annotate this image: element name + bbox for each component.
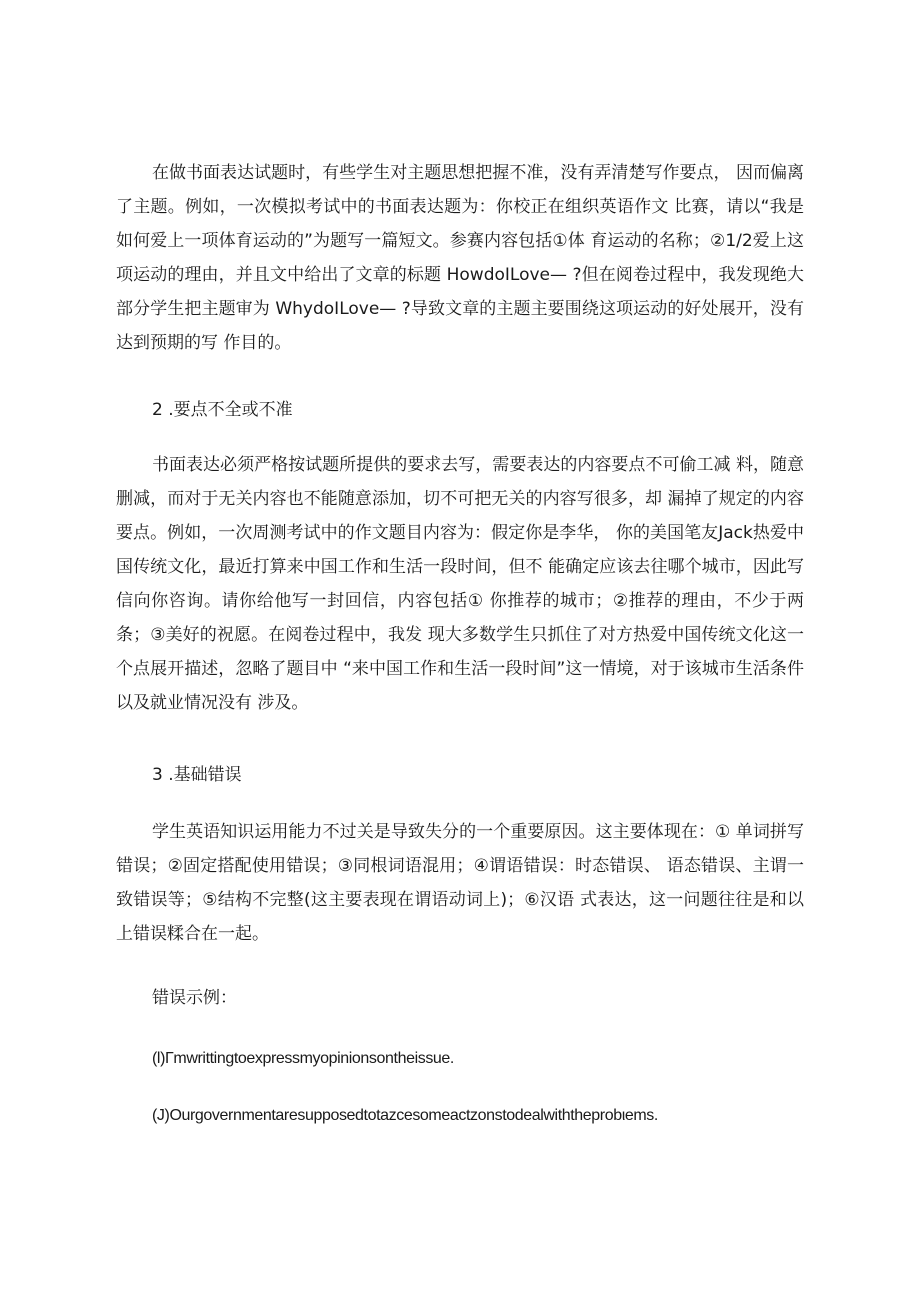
examples-label: 错误示例： bbox=[152, 988, 237, 1008]
section-heading-incomplete-points: 2 .要点不全或不准 bbox=[152, 400, 293, 420]
error-example-1: (l)Γmwrittingtoexpressmyopinionsontheissue. bbox=[152, 1050, 454, 1067]
paragraph-topic-deviation: 在做书面表达试题时，有些学生对主题思想把握不准，没有弄清楚写作要点， 因而偏离了主题。例如，一次模拟考试中的书面表达题为：你校正在组织英语作文 比赛，请以“我是如何爱上一项体育运动的”为题写一篇短文。参赛内容包括①体 育运动的名称；②1/2爱上这项运动的理由，并且文中给出了文章的标题 HowdoILove— ?但在阅卷过程中，我发现绝大部分学生把主题审为 WhydoILove— ?导致文章的主题主要围绕这项运动的好处展开，没有达到预期的写 作目的。 bbox=[116, 163, 804, 353]
paragraph-incomplete-points: 书面表达必须严格按试题所提供的要求去写，需要表达的内容要点不可偷工减 料，随意删减，而对于无关内容也不能随意添加，切不可把无关的内容写很多，却 漏掉了规定的内容要点。例如，一次周测考试中的作文题目内容为：假定你是李华， 你的美国笔友Jack热爱中国传统文化，最近打算来中国工作和生活一段时间，但不 能确定应该去往哪个城市，因此写信向你咨询。请你给他写一封回信，内容包括① 你推荐的城市；②推荐的理由，不少于两条；③美好的祝愿。在阅卷过程中，我发 现大多数学生只抓住了对方热爱中国传统文化这一个点展开描述，忽略了题目中 “来中国工作和生活一段时间”这一情境，对于该城市生活条件以及就业情况没有 涉及。 bbox=[116, 455, 804, 713]
paragraph-basic-errors: 学生英语知识运用能力不过关是导致失分的一个重要原因。这主要体现在：① 单词拼写错误；②固定搭配使用错误；③同根词语混用；④谓语错误：时态错误、 语态错误、主谓一致错误等；⑤结构不完整(这主要表现在谓语动词上)；⑥汉语 式表达，这一问题往往是和以上错误糅合在一起。 bbox=[116, 822, 804, 944]
error-example-2: (J)Ourgovernmentaresupposedtotazcesomeactzonstodealwiththeprobιems. bbox=[152, 1107, 658, 1124]
section-heading-basic-errors: 3 .基础错误 bbox=[152, 765, 242, 785]
